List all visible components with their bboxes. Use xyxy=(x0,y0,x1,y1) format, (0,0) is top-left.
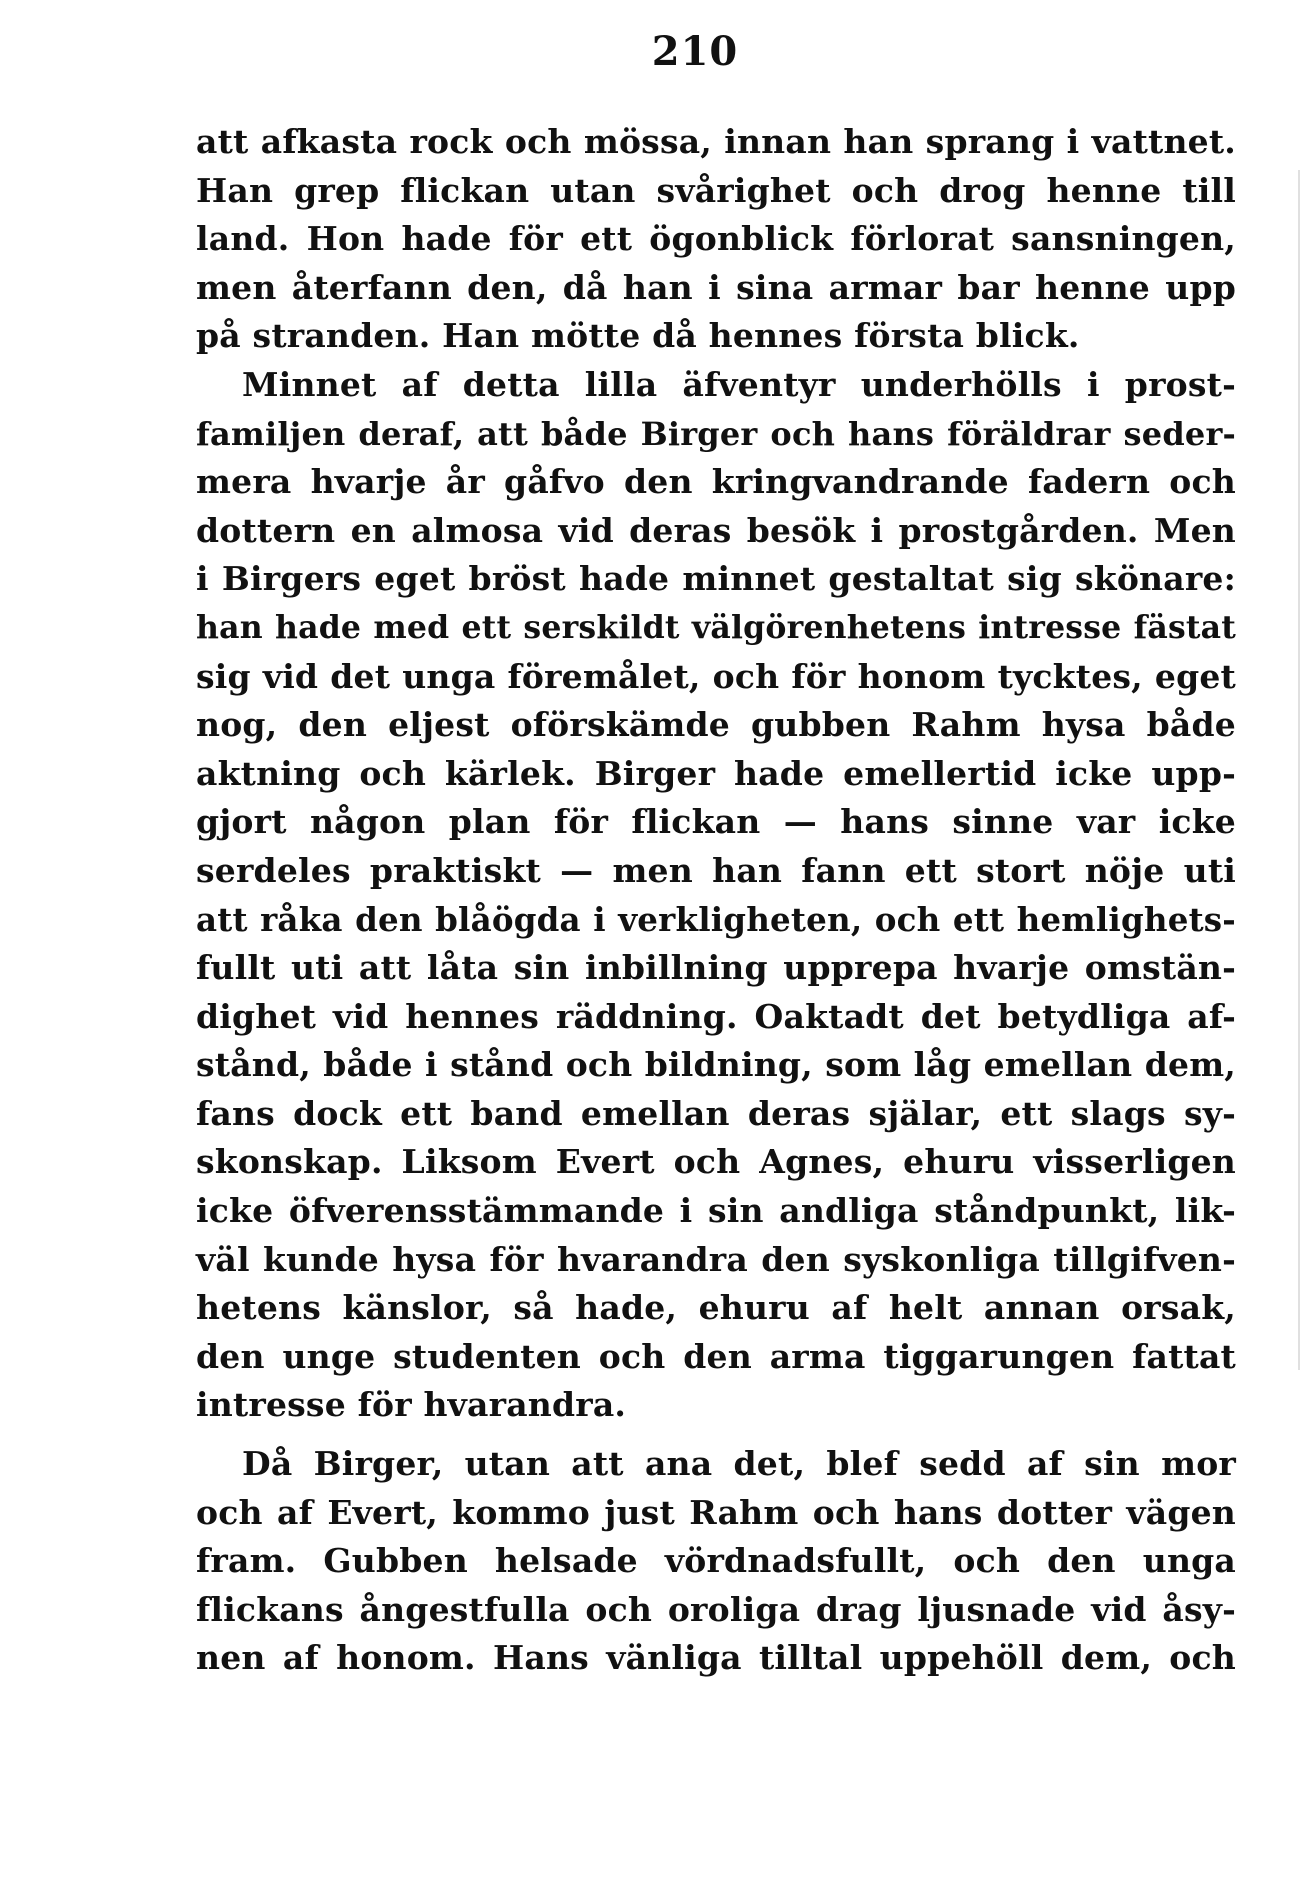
text-line: fram. Gubben helsade vördnadsfullt, och den unga xyxy=(196,1541,1236,1581)
text-line: nog, den eljest oförskämde gubben Rahm hysa både xyxy=(196,705,1236,745)
text-line: dighet vid hennes räddning. Oaktadt det betydliga af- xyxy=(196,996,1236,1036)
text-line: land. Hon hade för ett ögonblick förlorat sansningen, xyxy=(196,219,1236,259)
text-line: på stranden. Han mötte då hennes första blick. xyxy=(196,316,1080,356)
text-line: och af Evert, kommo just Rahm och hans dotter vägen xyxy=(196,1492,1236,1532)
text-line: men återfann den, då han i sina armar bar henne upp xyxy=(196,267,1236,307)
text-line: att råka den blåögda i verkligheten, och ett hemlighets- xyxy=(196,899,1236,939)
paragraph-2 xyxy=(196,361,1236,1430)
page-number: 210 xyxy=(651,28,739,75)
text-line: Minnet af detta lilla äfventyr underhölls i prost- xyxy=(242,364,1236,404)
text-line: den unge studenten och den arma tiggarungen fattat xyxy=(196,1336,1236,1376)
text-line: sig vid det unga föremålet, och för honom tycktes, eget xyxy=(196,656,1236,696)
text-line: familjen deraf, att både Birger och hans föräldrar seder- xyxy=(196,414,1236,453)
text-line: skonskap. Liksom Evert och Agnes, ehuru visserligen xyxy=(196,1142,1236,1182)
text-line: Han grep flickan utan svårighet och drog henne till xyxy=(196,170,1236,210)
text-line: i Birgers eget bröst hade minnet gestaltat sig skönare: xyxy=(196,559,1236,599)
text-line: dottern en almosa vid deras besök i prostgården. Men xyxy=(196,510,1236,550)
text-line: aktning och kärlek. Birger hade emellertid icke upp- xyxy=(196,753,1236,793)
text-line: intresse för hvarandra. xyxy=(196,1385,627,1425)
text-line: serdeles praktiskt — men han fann ett stort nöje uti xyxy=(196,850,1236,890)
text-line: fullt uti att låta sin inbillning upprepa hvarje omstän- xyxy=(196,948,1236,988)
text-line: gjort någon plan för flickan — hans sinne var icke xyxy=(196,802,1236,842)
text-line: väl kunde hysa för hvarandra den syskonliga tillgifven- xyxy=(196,1239,1236,1279)
text-line: hetens känslor, så hade, ehuru af helt annan orsak, xyxy=(196,1288,1236,1328)
text-line: fans dock ett band emellan deras själar, ett slags sy- xyxy=(196,1093,1236,1133)
text-line: att afkasta rock och mössa, innan han sprang i vattnet. xyxy=(196,122,1236,161)
text-line: mera hvarje år gåfvo den kringvandrande fadern och xyxy=(196,462,1236,502)
paragraph-1 xyxy=(196,118,1236,361)
text-line: han hade med ett serskildt välgörenhetens intresse fästat xyxy=(196,608,1236,646)
text-line: nen af honom. Hans vänliga tilltal uppehöll dem, och xyxy=(196,1638,1236,1678)
text-line: icke öfverensstämmande i sin andliga ståndpunkt, lik- xyxy=(196,1191,1236,1231)
text-line: Då Birger, utan att ana det, blef sedd af sin mor xyxy=(242,1444,1236,1484)
text-line: stånd, både i stånd och bildning, som låg emellan dem, xyxy=(196,1045,1236,1085)
body-text xyxy=(196,118,1236,1683)
paragraph-3 xyxy=(196,1440,1236,1683)
text-line: flickans ångestfulla och oroliga drag ljusnade vid åsy- xyxy=(196,1589,1236,1629)
